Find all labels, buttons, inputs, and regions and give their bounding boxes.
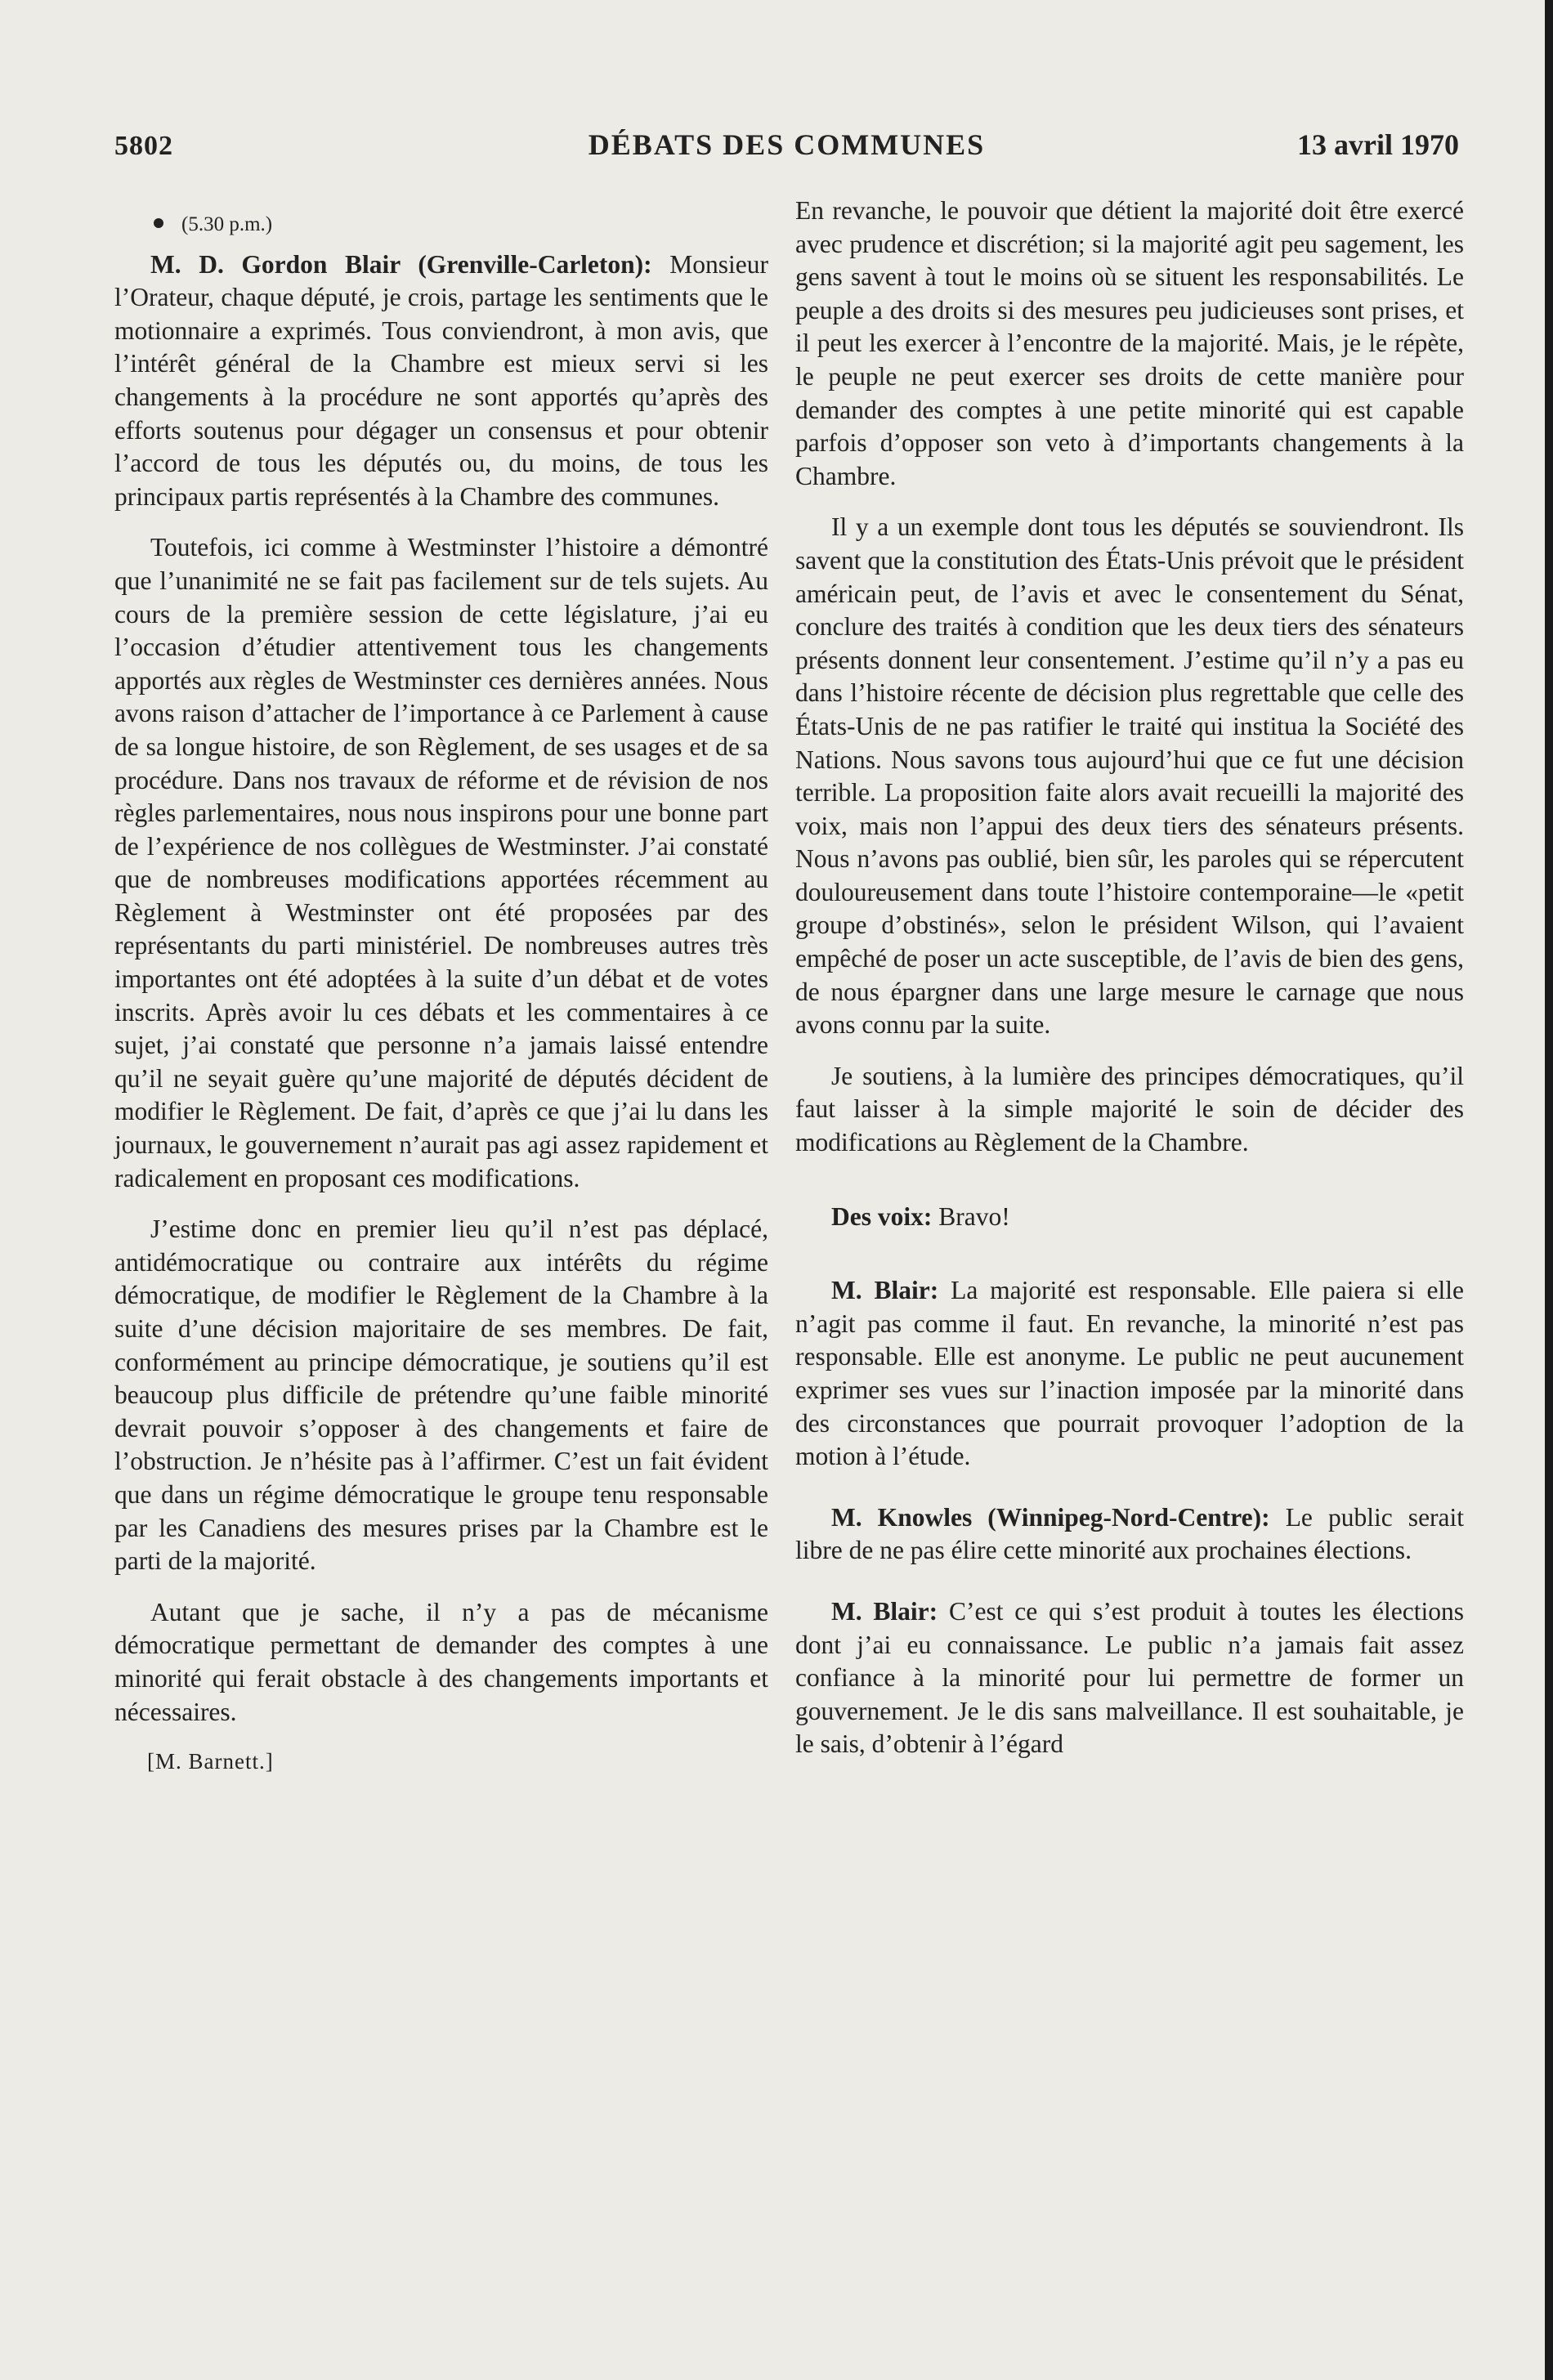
page-date: 13 avril 1970 [1297,128,1459,161]
speaker-name: M. Knowles (Winnipeg-Nord-Centre): [831,1502,1270,1532]
scan-edge [1545,0,1553,2380]
paragraph: Je soutiens, à la lumière des principes démocratiques, qu’il faut laisser à la simple majorité le soin de décider des modifications au Règlement de la Chambre. [795,1061,1464,1157]
paragraph: En revanche, le pouvoir que détient la majorité doit être exercé avec prudence et discrétion; si la majorité agit peu sagement, les gens savent à tout le moins où se situent les responsabilités. Le peuple a des droits si des mesures peu judicieuses sont prises, et il peut les exercer à l’encontre de la majorité. Mais, je le répète, le peuple ne peut exercer ses droits de cette manière pour demander des comptes à une petite minorité qui est capable parfois d’opposer son veto à d’importants changements à la Chambre. [795,196,1464,490]
page-title: DÉBATS DES COMMUNES [588,128,986,161]
paragraph: Autant que je sache, il n’y a pas de mécanisme démocratique permettant de demander des comptes à une minorité qui ferait obstacle à des changements importants et nécessaires. [114,1597,768,1726]
right-column [795,195,1464,1761]
bullet-icon [154,218,163,228]
paragraph: Toutefois, ici comme à Westminster l’histoire a démontré que l’unanimité ne se fait pas facilement sur de tels sujets. Au cours de la première session de cette législature, j’ai eu l’occasion d’étudier attentivement tous les changements apportés aux règles de Westminster ces dernières années. Nous avons raison d’attacher de l’importance à ce Parlement à cause de sa longue histoire, de son Règlement, de ses usages et de sa procédure. Dans nos travaux de réforme et de révision de nos règles parlementaires, nous nous inspirons pour une bonne part de l’expérience de nos collègues de Westminster. J’ai constaté que de nombreuses modifications apportées récemment au Règlement à Westminster ont été proposées par des représentants du parti ministériel. De nombreuses autres très importantes ont été adoptées à la suite d’un débat et de votes inscrits. Après avoir lu ces débats et les commentaires à ce sujet, j’ai constaté que personne n’a jamais laissé entendre qu’il ne seyait guère qu’une majorité de députés décident de modifier le Règlement. De fait, d’après ce que j’ai lu dans les journaux, le gouvernement n’aurait pas agi assez rapidement et radicalement en proposant ces modifications. [114,533,768,1192]
paragraph-text: Bravo! [938,1201,1010,1231]
timestamp-line [114,206,768,242]
speaker-name: M. D. Gordon Blair (Grenville-Carleton): [150,249,652,279]
paragraph-text: Le public serait libre de ne pas élire cette minorité aux prochaines élections. [795,1502,1465,1565]
page-number: 5802 [114,131,173,161]
left-column [114,206,768,1778]
paragraph: Il y a un exemple dont tous les députés se souviendront. Ils savent que la constitution des États-Unis prévoit que le président américain peut, de l’avis et avec le consentement du Sénat, conclure des traités à condition que les deux tiers des sénateurs présents donnent leur consentement. J’estime qu’il n’y a pas eu dans l’histoire récente de décision plus regrettable que celle des États-Unis de ne pas ratifier le traité qui institua la Société des Nations. Nous savons tous aujourd’hui que ce fut une décision terrible. La proposition faite alors avait recueilli la majorité des voix, mais non l’appui des deux tiers des sénateurs présents. Nous n’avons pas oublié, bien sûr, les paroles qui se répercutent douloureusement dans toute l’histoire contemporaine—le «petit groupe d’obstinés», selon le président Wilson, qui l’avaient empêché de poser un acte susceptible, de l’avis de bien des gens, de nous épargner dans une large mesure le carnage que nous avons connu par la suite. [795,512,1464,1040]
paragraph [795,1501,1464,1568]
paragraph-text: Monsieur l’Orateur, chaque député, je crois, partage les sentiments que le motionnaire a exprimés. Tous conviendront, à mon avis, que l’intérêt général de la Chambre est mieux servi si les changements à la procédure ne sont apportés qu’après des efforts soutenus pour dégager un consensus et pour obtenir l’accord de tous les députés ou, du moins, de tous les principaux partis représentés à la Chambre des communes. [114,249,769,511]
paragraph-text: C’est ce qui s’est produit à toutes les élections dont j’ai eu connaissance. Le public n’a jamais fait assez confiance à la minorité pour lui permettre de former un gouvernement. Je le dis sans malveillance. Il est souhaitable, je le sais, d’obtenir à l’égard [795,1596,1465,1759]
timestamp: (5.30 p.m.) [181,213,273,235]
speaker-name: M. Blair: [831,1596,938,1626]
speaker-name: Des voix: [831,1201,933,1231]
speaker-reference: [M. Barnett.] [147,1749,274,1774]
paragraph [114,248,768,514]
paragraph [795,1595,1464,1761]
speaker-name: M. Blair: [831,1276,939,1305]
paragraph [795,1274,1464,1474]
paragraph [795,1201,1464,1234]
page-header [114,123,1459,172]
paragraph-text: La majorité est responsable. Elle paiera si elle n’agit pas comme il faut. En revanche, la minorité n’est pas responsable. Elle est anonyme. Le public ne peut aucunement exprimer ses vues sur l’inaction imposée par la minorité dans des circonstances que pourrait provoquer l’adoption de la motion à l’étude. [795,1276,1465,1471]
paragraph: J’estime donc en premier lieu qu’il n’est pas déplacé, antidémocratique ou contraire aux intérêts du régime démocratique, de modifier le Règlement de la Chambre à la suite d’une décision majoritaire de ses membres. De fait, conformément au principe démocratique, je soutiens qu’il est beaucoup plus difficile de prétendre qu’une faible minorité devrait pouvoir s’opposer à des changements et faire de l’obstruction. Je n’hésite pas à l’affirmer. C’est un fait évident que dans un régime démocratique le groupe tenu responsable par les Canadiens des mesures prises par la Chambre est le parti de la majorité. [114,1215,768,1576]
